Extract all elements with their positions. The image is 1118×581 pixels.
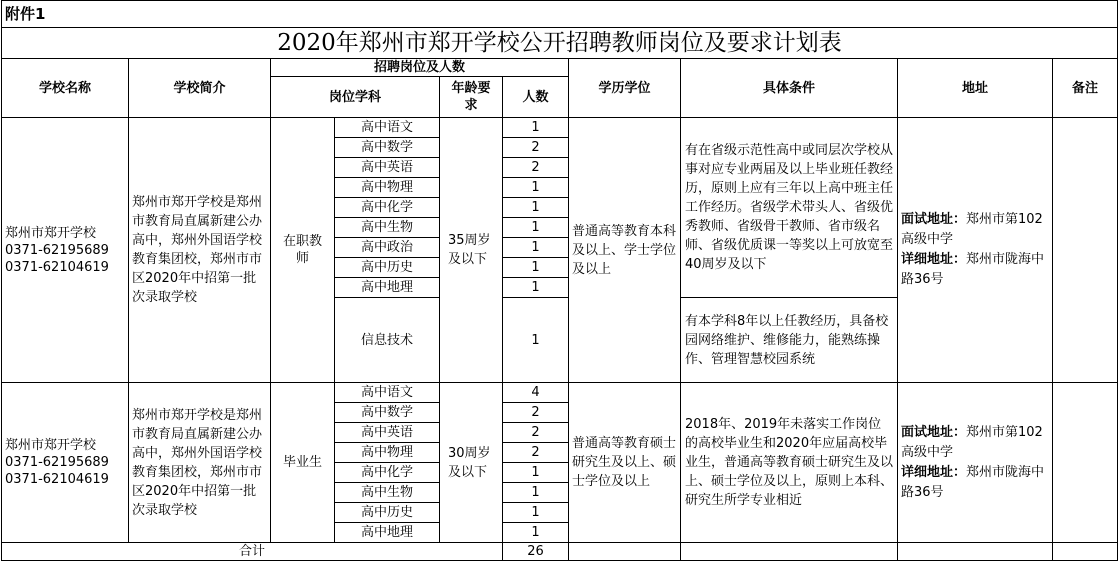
detail-address: 郑州市陇海中路36号: [901, 252, 1045, 287]
header-conditions: 具体条件: [681, 59, 898, 118]
subject-name: 高中物理: [335, 443, 440, 463]
header-address: 地址: [898, 59, 1053, 118]
subject-count: 1: [503, 463, 569, 483]
total-label: 合计: [2, 543, 503, 561]
school-name-cell: [2, 383, 129, 543]
age-requirement: 35周岁及以下: [440, 118, 503, 383]
total-empty: [1053, 543, 1118, 561]
subject-count: 1: [503, 258, 569, 278]
detail-address-label: 详细地址：: [901, 252, 967, 267]
subject-name: 高中数学: [335, 138, 440, 158]
subject-name: 高中历史: [335, 258, 440, 278]
school-intro: 郑州市郑开学校是郑州市教育局直属新建公办高中，郑州外国语学校教育集团校，郑州市市区2020年中招第一批次录取学校: [129, 118, 271, 383]
subject-count: 1: [503, 178, 569, 198]
subject-name: 高中政治: [335, 238, 440, 258]
subject-name: 高中化学: [335, 198, 440, 218]
subject-count: 1: [503, 483, 569, 503]
detail-address-label: 详细地址：: [901, 464, 967, 480]
school-phone: 0371-62104619: [5, 259, 109, 275]
age-requirement: 30周岁及以下: [440, 383, 503, 543]
position-type: 毕业生: [271, 383, 335, 543]
interview-address: 郑州市第102高级中学: [901, 424, 1043, 460]
subject-count: 2: [503, 423, 569, 443]
school-phone: 0371-62104619: [5, 472, 109, 487]
subject-count: 1: [503, 278, 569, 298]
subject-count: 1: [503, 503, 569, 523]
annex-label: 附件1: [2, 1, 1118, 28]
header-remarks: 备注: [1053, 59, 1118, 118]
subject-count: 1: [503, 238, 569, 258]
school-intro: 郑州市郑开学校是郑州市教育局直属新建公办高中，郑州外国语学校教育集团校，郑州市市区2020年中招第一批次录取学校: [129, 383, 271, 543]
subject-name: 高中地理: [335, 278, 440, 298]
condition-text-it: 有本学科8年以上任教经历，具备校园网络维护、维修能力，能熟练操作、管理智慧校园系统: [681, 298, 898, 383]
subject-count: 2: [503, 138, 569, 158]
school-name: 郑州市郑开学校: [5, 438, 97, 453]
total-value: 26: [503, 543, 569, 561]
condition-text: 2018年、2019年未落实工作岗位的高校毕业生和2020年应届高校毕业生，普通高等教育硕士研究生及以上、硕士学位及以上，原则上本科、研究生所学专业相近: [681, 383, 898, 543]
subject-name: 高中历史: [335, 503, 440, 523]
school-phone: 0371-62195689: [5, 455, 109, 470]
interview-address-label: 面试地址：: [901, 424, 967, 440]
address-cell: [898, 383, 1053, 543]
total-empty: [898, 543, 1053, 561]
address-cell: [898, 118, 1053, 383]
header-count: 人数: [503, 77, 569, 118]
subject-count: 2: [503, 403, 569, 423]
subject-count: 1: [503, 218, 569, 238]
remarks-cell: [1053, 383, 1118, 543]
subject-name: 高中生物: [335, 483, 440, 503]
total-empty: [681, 543, 898, 561]
subject-name: 高中物理: [335, 178, 440, 198]
recruitment-plan-table: [1, 0, 1118, 561]
subject-name: 高中化学: [335, 463, 440, 483]
degree-requirement: 普通高等教育硕士研究生及以上、硕士学位及以上: [569, 383, 681, 543]
header-positions-group: 招聘岗位及人数: [271, 59, 569, 77]
page-title: 2020年郑州市郑开学校公开招聘教师岗位及要求计划表: [2, 28, 1118, 59]
header-school-intro: 学校简介: [129, 59, 271, 118]
subject-name: 信息技术: [335, 298, 440, 383]
subject-name: 高中英语: [335, 423, 440, 443]
total-empty: [569, 543, 681, 561]
subject-name: 高中数学: [335, 403, 440, 423]
subject-name: 高中生物: [335, 218, 440, 238]
remarks-cell: [1053, 118, 1118, 383]
school-name-cell: [2, 118, 129, 383]
school-phone: 0371-62195689: [5, 242, 109, 258]
header-position-subject: 岗位学科: [271, 77, 440, 118]
school-name: 郑州市郑开学校: [5, 225, 97, 241]
interview-address: 郑州市第102高级中学: [901, 212, 1043, 247]
header-school-name: 学校名称: [2, 59, 129, 118]
subject-count: 4: [503, 383, 569, 403]
subject-count: 1: [503, 523, 569, 543]
subject-name: 高中语文: [335, 383, 440, 403]
subject-name: 高中英语: [335, 158, 440, 178]
condition-text: 有在省级示范性高中或同层次学校从事对应专业两届及以上毕业班任教经历，原则上应有三年以上高中班主任工作经历。省级学术带头人、省级优秀教师、省级骨干教师、省市级名师、省级优质课一等奖以上可放宽至40周岁及以下: [681, 118, 898, 298]
header-degree: 学历学位: [569, 59, 681, 118]
subject-name: 高中地理: [335, 523, 440, 543]
subject-count: 1: [503, 198, 569, 218]
subject-count: 2: [503, 443, 569, 463]
subject-name: 高中语文: [335, 118, 440, 138]
position-type: 在职教师: [271, 118, 335, 383]
subject-count: 2: [503, 158, 569, 178]
interview-address-label: 面试地址：: [901, 212, 967, 227]
subject-count: 1: [503, 118, 569, 138]
header-age: 年龄要求: [440, 77, 503, 118]
degree-requirement: 普通高等教育本科及以上、学士学位及以上: [569, 118, 681, 383]
detail-address: 郑州市陇海中路36号: [901, 464, 1045, 500]
subject-count: 1: [503, 298, 569, 383]
